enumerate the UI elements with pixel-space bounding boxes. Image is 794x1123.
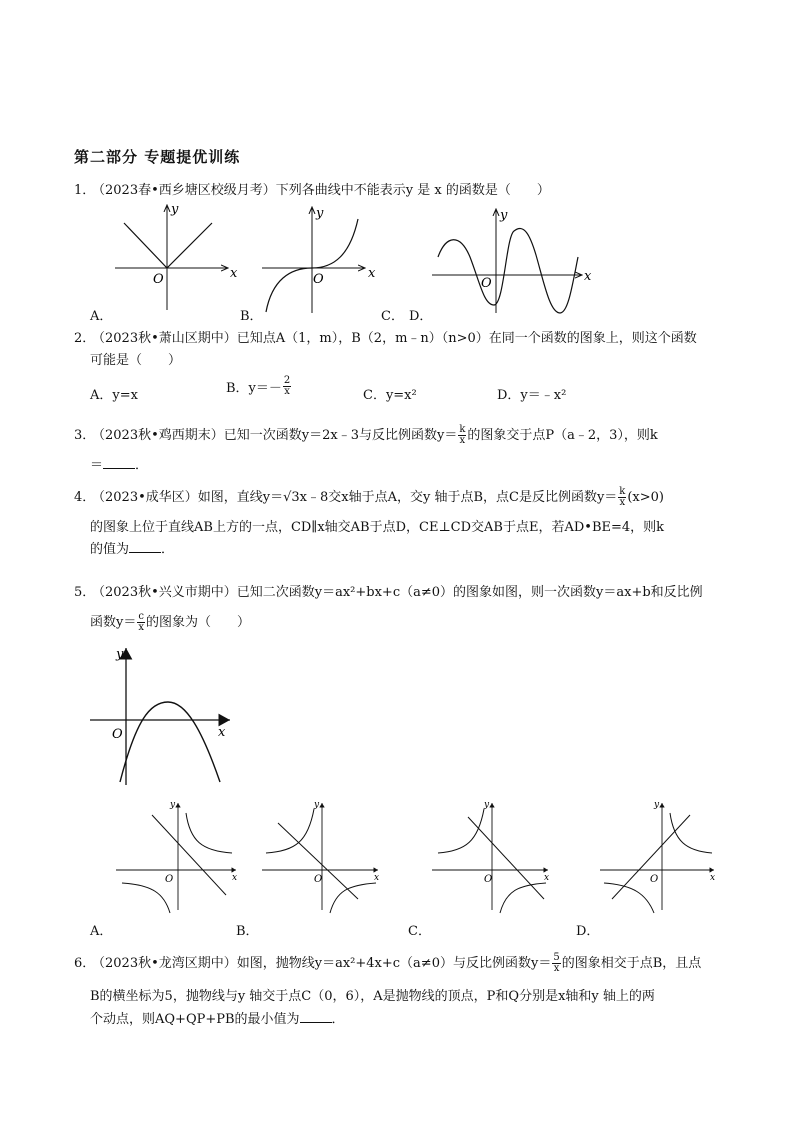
question-stem: 函数y＝ [90,615,137,630]
option-c-label: C． [381,309,404,324]
answer-blank[interactable] [103,456,135,469]
y-axis-label: y [314,800,320,810]
fraction-numerator: 5 [553,952,560,963]
period: ． [135,458,149,473]
option-b-label: B． [240,309,263,324]
fraction-denominator: x [138,622,144,633]
period: ． [331,1012,345,1027]
question-2-line-1 [74,328,697,350]
fraction-denominator: x [459,435,466,446]
domain-condition: (x>0) [627,490,664,505]
question-4-line-2: 的图象上位于直线AB上方的一点，CD∥x轴交AB于点D，CE⊥CD交AB于点E，若AD•BE=4，则k [90,520,665,535]
y-axis-label: y [654,800,660,810]
question-stem-end: 的图象为（ ） [146,615,251,630]
fraction-denominator: x [553,963,560,974]
q2-option-d: D．y＝﹣x² [497,388,567,403]
option-d-label: D． [409,309,433,324]
origin-label: O [481,276,492,291]
q2-option-c: C．y=x² [363,388,417,403]
x-axis-label: x [710,873,716,883]
question-stem-end: 的图象相交于点B，且点 [561,956,702,971]
origin-label: O [314,874,323,885]
question-number: 6． [74,956,96,971]
question-3-line-2 [90,455,148,477]
question-5-line-1 [74,582,703,604]
q5-option-a-label: A． [90,924,113,939]
x-axis-label: x [584,269,592,284]
question-2-line-2: 可能是（ ） [90,353,182,368]
question-stem: （2023秋•萧山区期中）已知点A（1，m），B（2，m﹣n）（n>0）在同一个函数的图象上，则这个函数 [92,331,697,346]
answer-blank[interactable] [129,540,161,553]
fraction-denominator: x [284,386,290,397]
q5-option-c-label: C． [408,924,431,939]
question-3-line-1 [74,425,658,447]
question-stem: （2023秋•鸡西期末）已知一次函数y＝2x﹣3与反比例函数y＝ [92,428,458,443]
question-6-line-2: B的横坐标为5，抛物线与y 轴交于点C（0，6），A是抛物线的顶点，P和Q分别是x轴和y 轴上的两 [90,989,655,1004]
question-6-line-3 [90,1009,345,1031]
fraction-numerator: k [619,486,626,497]
question-stem: （2023•成华区）如图，直线y＝√3x﹣8交x轴于点A，交y 轴于点B，点C是反比例函数y＝ [92,490,618,505]
x-axis-label: x [230,266,238,281]
fraction [137,612,145,633]
option-c-graph [432,800,549,913]
option-a-label: A． [90,309,113,324]
x-axis-label: x [368,266,376,281]
origin-label: O [165,874,174,885]
q2-option-a: A．y=x [90,388,138,403]
origin-label: O [153,272,164,287]
graph-b [262,206,376,313]
q2-option-b [226,376,292,397]
fraction-denominator: x [619,497,626,508]
equals-sign: ＝ [90,458,104,473]
y-axis-label: y [316,206,324,221]
x-axis-label: x [544,873,550,883]
y-axis-label: y [116,647,124,662]
answer-blank[interactable] [300,1010,332,1023]
question-number: 5． [74,585,96,600]
question-stem-end: 个动点，则AQ+QP+PB的最小值为 [90,1012,300,1027]
y-axis-label: y [170,800,176,810]
fraction [458,425,466,446]
fraction [283,376,291,397]
q5-parabola-figure [80,640,250,790]
question-4-line-3 [90,539,174,561]
x-axis-label: x [374,873,380,883]
graph-d [432,208,592,313]
origin-label: O [650,874,659,885]
fraction-numerator: c [138,611,144,622]
question-6-line-1 [74,953,701,975]
question-number: 4． [74,490,96,505]
question-5-line-2 [90,612,250,634]
question-stem: （2023春•西乡塘区校级月考）下列各曲线中不能表示y 是 x 的函数是（ ） [92,183,550,198]
x-axis-label: x [232,873,238,883]
x-axis-label: x [218,725,226,740]
graph-a [115,202,238,310]
fraction-numerator: k [459,424,466,435]
option-b-prefix: B．y＝－ [226,381,282,396]
question-number: 1． [74,183,96,198]
q5-option-d-label: D． [576,924,600,939]
q5-option-b-label: B． [236,924,259,939]
origin-label: O [484,874,493,885]
option-a-graph [116,800,237,913]
origin-label: O [313,272,324,287]
y-axis-label: y [484,800,490,810]
origin-label: O [112,727,123,742]
question-stem-end: 的值为 [90,542,130,557]
period: ． [161,542,175,557]
y-axis-label: y [500,208,508,223]
y-axis-label: y [171,202,179,217]
question-stem: （2023秋•龙湾区期中）如图，抛物线y＝ax²+4x+c（a≠0）与反比例函数y＝ [92,956,552,971]
question-stem-end: 的图象交于点P（a﹣2，3），则k [467,428,658,443]
section-title: 第二部分 专题提优训练 [74,148,241,166]
fraction [618,487,626,508]
option-b-graph [262,800,379,913]
question-number: 3． [74,428,96,443]
fraction-numerator: 2 [283,375,291,386]
question-stem: （2023秋•兴义市期中）已知二次函数y＝ax²+bx+c（a≠0）的图象如图，则一次函数y＝ax+b和反比例 [92,585,703,600]
question-number: 2． [74,331,96,346]
option-d-graph [600,800,715,913]
question-4-line-1 [74,487,664,509]
q5-option-graphs [0,795,794,915]
fraction [552,953,560,974]
